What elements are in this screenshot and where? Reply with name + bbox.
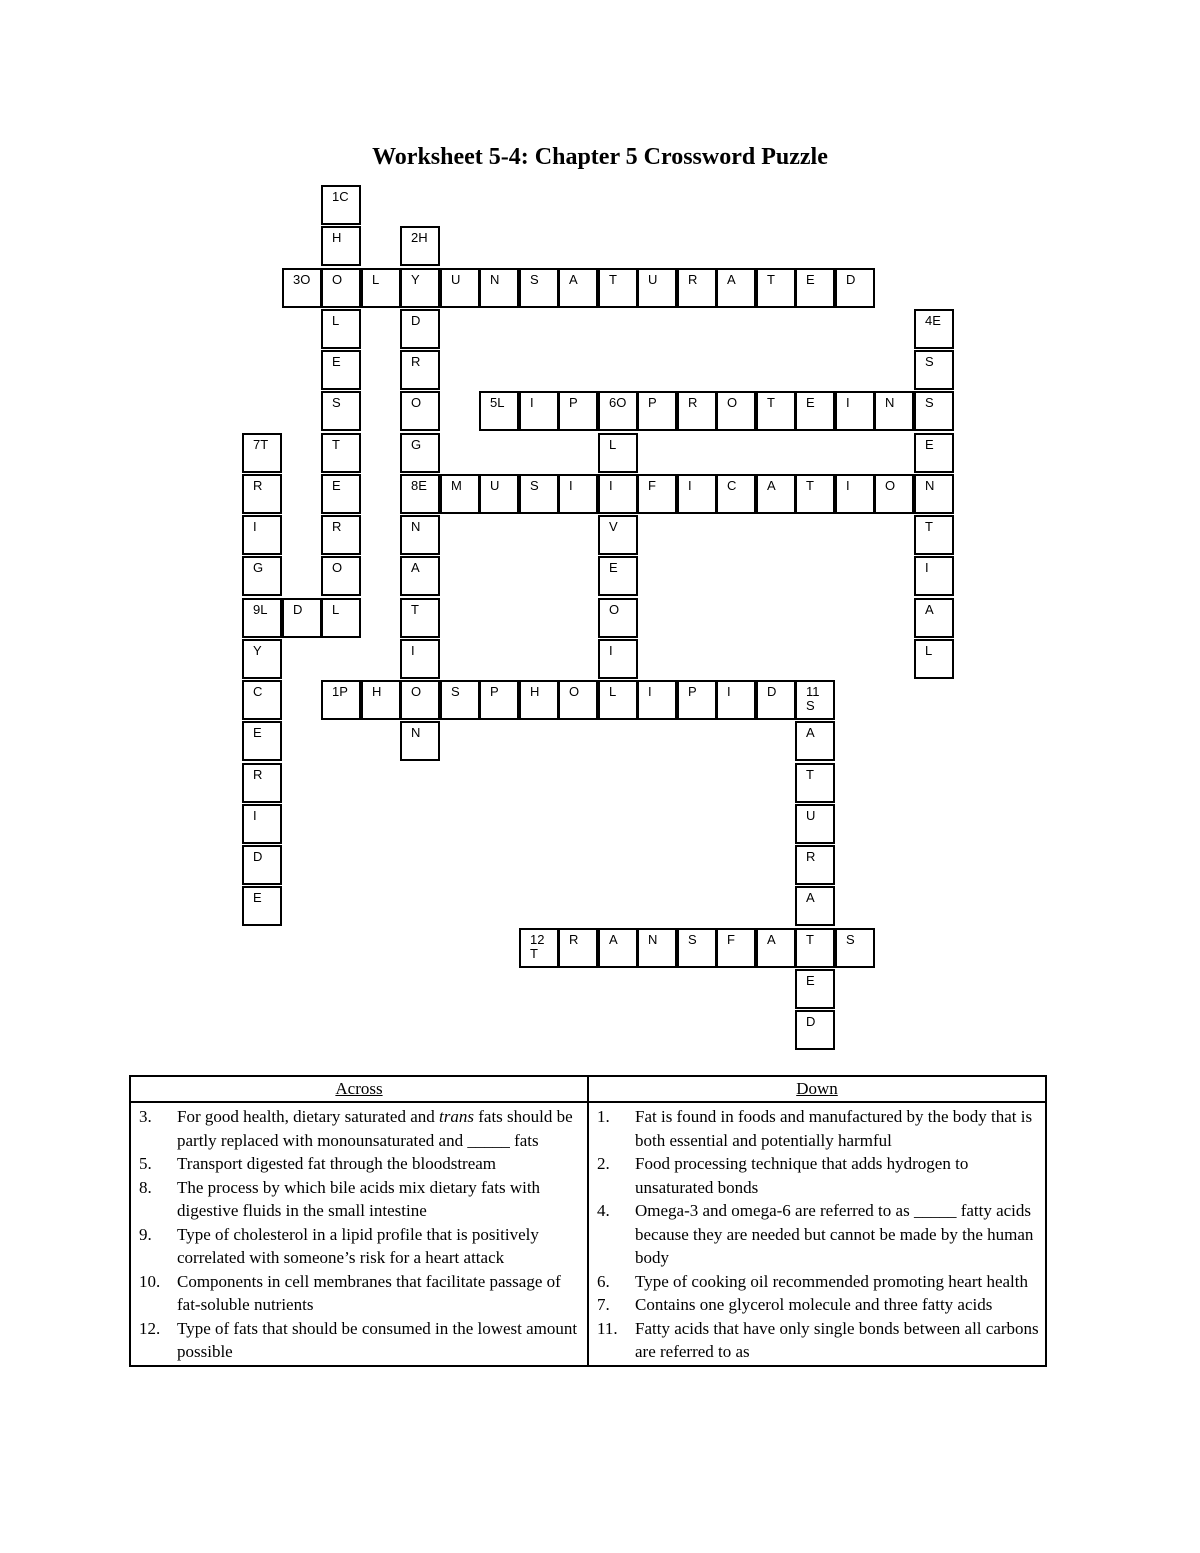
- cell-letter: V: [609, 519, 618, 534]
- cell-letter: R: [411, 354, 421, 369]
- cell-letter: A: [767, 932, 776, 947]
- cell-letter: 9L: [253, 602, 268, 617]
- crossword-cell[interactable]: [598, 928, 638, 968]
- cell-letter: O: [727, 395, 738, 410]
- crossword-cell[interactable]: [716, 391, 756, 431]
- cell-letter: E: [925, 437, 934, 452]
- crossword-cell[interactable]: [598, 268, 638, 308]
- cell-letter: E: [806, 272, 815, 287]
- cell-letter: E: [609, 560, 618, 575]
- cell-letter: F: [727, 932, 735, 947]
- cell-letter: C: [727, 478, 737, 493]
- cell-letter: O: [885, 478, 896, 493]
- crossword-cell[interactable]: [756, 268, 796, 308]
- clue-text: Transport digested fat through the bloodstream: [177, 1154, 497, 1173]
- crossword-cell[interactable]: [598, 515, 638, 555]
- crossword-cell[interactable]: [400, 433, 440, 473]
- crossword-cell[interactable]: [321, 598, 361, 638]
- cell-letter: N: [925, 478, 935, 493]
- crossword-cell[interactable]: [242, 763, 282, 803]
- crossword-cell[interactable]: [519, 680, 559, 720]
- down-header: Down: [588, 1076, 1046, 1102]
- cell-letter: T: [767, 272, 775, 287]
- cell-letter: I: [846, 478, 850, 493]
- cell-letter: N: [411, 519, 421, 534]
- crossword-cell[interactable]: [242, 474, 282, 514]
- crossword-cell[interactable]: [914, 433, 954, 473]
- cell-letter: E: [253, 890, 262, 905]
- cell-letter: 2H: [411, 230, 428, 245]
- cell-letter: P: [688, 684, 697, 699]
- cell-letter: I: [846, 395, 850, 410]
- crossword-cell[interactable]: [835, 391, 875, 431]
- crossword-cell[interactable]: [795, 268, 835, 308]
- cell-letter: H: [372, 684, 382, 699]
- crossword-cell[interactable]: [479, 680, 519, 720]
- cell-letter: R: [688, 272, 698, 287]
- cell-letter: T: [925, 519, 933, 534]
- crossword-cell[interactable]: [637, 474, 677, 514]
- crossword-cell[interactable]: [242, 515, 282, 555]
- crossword-cell[interactable]: [321, 391, 361, 431]
- cell-letter: P: [648, 395, 657, 410]
- crossword-cell[interactable]: [479, 268, 519, 308]
- cell-letter: Y: [411, 272, 420, 287]
- down-clue: [597, 1293, 1039, 1317]
- cell-letter: O: [332, 560, 343, 575]
- crossword-cell[interactable]: [598, 433, 638, 473]
- crossword-cell[interactable]: [242, 639, 282, 679]
- cell-letter: A: [806, 725, 815, 740]
- crossword-cell[interactable]: [400, 268, 440, 308]
- crossword-cell[interactable]: [321, 185, 361, 225]
- crossword-cell[interactable]: [795, 721, 835, 761]
- cell-letter: O: [569, 684, 580, 699]
- cell-letter: M: [451, 478, 462, 493]
- clue-number: 3.: [139, 1107, 152, 1126]
- across-clue: [139, 1270, 581, 1317]
- clue-number: 11.: [597, 1318, 618, 1338]
- clue-number: 8.: [139, 1177, 152, 1197]
- cell-letter: E: [332, 478, 341, 493]
- clue-text: Contains one glycerol molecule and three fatty acids: [635, 1295, 993, 1314]
- crossword-cell[interactable]: [914, 391, 954, 431]
- clue-number: 10.: [139, 1271, 161, 1291]
- cell-letter: R: [688, 395, 698, 410]
- cell-letter: I: [609, 478, 613, 493]
- crossword-cell[interactable]: [716, 680, 756, 720]
- cell-letter: F: [648, 478, 656, 493]
- cell-letter: A: [569, 272, 578, 287]
- cell-letter: D: [806, 1014, 816, 1029]
- crossword-cell[interactable]: [835, 928, 875, 968]
- crossword-cell[interactable]: [400, 391, 440, 431]
- cell-letter: T: [767, 395, 775, 410]
- cell-letter: D: [767, 684, 777, 699]
- cell-letter: T: [806, 478, 814, 493]
- crossword-cell[interactable]: [242, 556, 282, 596]
- crossword-cell[interactable]: [835, 474, 875, 514]
- crossword-cell[interactable]: [598, 556, 638, 596]
- cell-letter: T: [332, 437, 340, 452]
- crossword-cell[interactable]: [558, 268, 598, 308]
- crossword-cell[interactable]: [795, 845, 835, 885]
- crossword-cell[interactable]: [361, 680, 401, 720]
- crossword-cell[interactable]: [598, 680, 638, 720]
- crossword-cell[interactable]: [795, 763, 835, 803]
- cell-letter: A: [767, 478, 776, 493]
- crossword-cell[interactable]: [716, 928, 756, 968]
- crossword-cell[interactable]: [400, 226, 440, 266]
- clue-number: 7.: [597, 1295, 610, 1314]
- cell-letter: I: [253, 808, 257, 823]
- cell-letter: 4E: [925, 313, 941, 328]
- clue-text: Fatty acids that have only single bonds between all carbons are referred to as: [635, 1318, 1039, 1361]
- cell-letter: T: [806, 932, 814, 947]
- crossword-cell[interactable]: [795, 886, 835, 926]
- clue-text: For good health, dietary saturated and trans fats should be partly replaced with monounsaturated and _____ fats: [177, 1107, 573, 1150]
- cell-letter: A: [609, 932, 618, 947]
- crossword-cell[interactable]: [361, 268, 401, 308]
- cell-letter: O: [332, 272, 343, 287]
- cell-letter: A: [806, 890, 815, 905]
- cell-letter: I: [609, 643, 613, 658]
- cell-letter: S: [925, 395, 934, 410]
- cell-letter: R: [253, 478, 263, 493]
- crossword-cell[interactable]: [321, 350, 361, 390]
- cell-letter: I: [925, 560, 929, 575]
- crossword-cell[interactable]: [558, 928, 598, 968]
- crossword-cell[interactable]: [914, 474, 954, 514]
- crossword-cell[interactable]: [242, 886, 282, 926]
- crossword-cell[interactable]: [321, 268, 361, 308]
- cell-letter: D: [846, 272, 856, 287]
- crossword-cell[interactable]: [598, 391, 638, 431]
- crossword-cell[interactable]: [440, 268, 480, 308]
- cell-letter: L: [332, 602, 340, 617]
- cell-letter: R: [569, 932, 579, 947]
- crossword-cell[interactable]: [321, 309, 361, 349]
- cell-letter: S: [332, 395, 341, 410]
- cell-letter: G: [253, 560, 264, 575]
- crossword-cell[interactable]: [282, 268, 322, 308]
- clue-number: 4.: [597, 1201, 610, 1220]
- crossword-cell[interactable]: [914, 639, 954, 679]
- cell-letter: O: [609, 602, 620, 617]
- crossword-cell[interactable]: [242, 598, 282, 638]
- cell-letter: N: [411, 725, 421, 740]
- cell-letter: P: [569, 395, 578, 410]
- crossword-cell[interactable]: [242, 804, 282, 844]
- cell-letter: N: [648, 932, 658, 947]
- down-clue: [597, 1199, 1039, 1270]
- crossword-cell[interactable]: [756, 680, 796, 720]
- down-clue: [597, 1317, 1039, 1364]
- crossword-cell[interactable]: [874, 391, 914, 431]
- crossword-cell[interactable]: [321, 433, 361, 473]
- cell-letter: I: [727, 684, 731, 699]
- clue-text: Type of cooking oil recommended promoting heart health: [635, 1271, 1029, 1291]
- cell-letter: I: [411, 643, 415, 658]
- cell-letter: S: [530, 272, 539, 287]
- crossword-cell[interactable]: [242, 845, 282, 885]
- crossword-cell[interactable]: [914, 556, 954, 596]
- across-clue-list: [139, 1103, 581, 1364]
- crossword-cell[interactable]: [637, 680, 677, 720]
- across-clue: [139, 1317, 581, 1364]
- cell-letter: I: [569, 478, 573, 493]
- across-clue: [139, 1223, 581, 1270]
- cell-letter: E: [806, 395, 815, 410]
- cell-letter: E: [806, 973, 815, 988]
- page-title: Worksheet 5-4: Chapter 5 Crossword Puzzle: [372, 144, 828, 170]
- clue-number: 6.: [597, 1271, 610, 1291]
- clue-text: Components in cell membranes that facilitate passage of fat-soluble nutrients: [177, 1271, 561, 1314]
- crossword-cell[interactable]: [677, 391, 717, 431]
- clue-number: 5.: [139, 1154, 152, 1173]
- cell-letter: P: [490, 684, 499, 699]
- cell-letter: U: [806, 808, 816, 823]
- crossword-cell[interactable]: [400, 474, 440, 514]
- clue-text: Food processing technique that adds hydrogen to unsaturated bonds: [635, 1154, 969, 1197]
- clue-text: The process by which bile acids mix dietary fats with digestive fluids in the small intestine: [177, 1177, 541, 1220]
- crossword-cell[interactable]: [914, 598, 954, 638]
- cell-letter: S: [688, 932, 697, 947]
- crossword-cell[interactable]: [795, 969, 835, 1009]
- crossword-cell[interactable]: [558, 474, 598, 514]
- clue-text: Type of fats that should be consumed in the lowest amount possible: [177, 1318, 578, 1361]
- crossword-cell[interactable]: [795, 804, 835, 844]
- crossword-cell[interactable]: [400, 350, 440, 390]
- cell-letter: S: [925, 354, 934, 369]
- crossword-cell[interactable]: [321, 556, 361, 596]
- crossword-cell[interactable]: [677, 680, 717, 720]
- cell-letter: I: [648, 684, 652, 699]
- down-column: [588, 1102, 1046, 1366]
- crossword-cell[interactable]: [242, 680, 282, 720]
- crossword-cell[interactable]: [716, 474, 756, 514]
- crossword-cell[interactable]: [519, 928, 559, 968]
- cell-letter: H: [332, 230, 342, 245]
- cell-letter: O: [411, 684, 422, 699]
- crossword-cell[interactable]: [282, 598, 322, 638]
- down-clue-list: [597, 1103, 1039, 1364]
- crossword-cell[interactable]: [795, 928, 835, 968]
- clue-number: 9.: [139, 1224, 152, 1244]
- cell-letter: L: [925, 643, 933, 658]
- cell-letter: R: [806, 849, 816, 864]
- cell-letter: N: [490, 272, 500, 287]
- crossword-cell[interactable]: [598, 598, 638, 638]
- crossword-cell[interactable]: [756, 928, 796, 968]
- crossword-cell[interactable]: [677, 268, 717, 308]
- cell-letter: H: [530, 684, 540, 699]
- clues-table: [129, 1075, 1047, 1367]
- down-clue: [597, 1152, 1039, 1199]
- crossword-cell[interactable]: [479, 474, 519, 514]
- crossword-cell[interactable]: [914, 515, 954, 555]
- crossword-cell[interactable]: [400, 721, 440, 761]
- down-clue: [597, 1270, 1039, 1294]
- crossword-cell[interactable]: [400, 556, 440, 596]
- cell-letter: 5L: [490, 395, 505, 410]
- across-clue: [139, 1105, 581, 1152]
- crossword-cell[interactable]: [637, 928, 677, 968]
- crossword-cell[interactable]: [677, 474, 717, 514]
- cell-letter: 6O: [609, 395, 627, 410]
- cell-letter: D: [253, 849, 263, 864]
- cell-letter: O: [411, 395, 422, 410]
- cell-letter: S: [451, 684, 460, 699]
- crossword-cell[interactable]: [598, 474, 638, 514]
- crossword-cell[interactable]: [519, 391, 559, 431]
- clue-number: 12.: [139, 1318, 161, 1338]
- cell-letter: T: [609, 272, 617, 287]
- cell-letter: T: [411, 602, 419, 617]
- crossword-cell[interactable]: [558, 680, 598, 720]
- cell-letter: C: [253, 684, 263, 699]
- crossword-cell[interactable]: [321, 515, 361, 555]
- crossword-cell[interactable]: [321, 680, 361, 720]
- across-column: [130, 1102, 588, 1366]
- crossword-cell[interactable]: [321, 474, 361, 514]
- crossword-cell[interactable]: [519, 268, 559, 308]
- clue-number: 1.: [597, 1107, 610, 1126]
- crossword-cell[interactable]: [716, 268, 756, 308]
- crossword-cell[interactable]: [756, 474, 796, 514]
- cell-letter: S: [530, 478, 539, 493]
- crossword-cell[interactable]: [795, 391, 835, 431]
- crossword-cell[interactable]: [242, 433, 282, 473]
- cell-letter: 12 T: [530, 932, 545, 961]
- crossword-cell[interactable]: [874, 474, 914, 514]
- crossword-cell[interactable]: [400, 309, 440, 349]
- cell-letter: L: [609, 437, 617, 452]
- cell-letter: E: [332, 354, 341, 369]
- cell-letter: 3O: [293, 272, 311, 287]
- crossword-cell[interactable]: [795, 474, 835, 514]
- crossword-cell[interactable]: [440, 474, 480, 514]
- cell-letter: 7T: [253, 437, 269, 452]
- crossword-cell[interactable]: [400, 639, 440, 679]
- cell-letter: T: [806, 767, 814, 782]
- crossword-cell[interactable]: [637, 391, 677, 431]
- crossword-cell[interactable]: [400, 598, 440, 638]
- crossword-cell[interactable]: [756, 391, 796, 431]
- crossword-cell[interactable]: [440, 680, 480, 720]
- cell-letter: L: [372, 272, 380, 287]
- crossword-cell[interactable]: [637, 268, 677, 308]
- clue-number: 2.: [597, 1154, 610, 1173]
- cell-letter: 1P: [332, 684, 348, 699]
- cell-letter: D: [411, 313, 421, 328]
- cell-letter: 8E: [411, 478, 427, 493]
- clue-text: Omega-3 and omega-6 are referred to as _____ fatty acids because they are needed but cannot be made by the human body: [635, 1201, 1034, 1267]
- cell-letter: L: [332, 313, 340, 328]
- cell-letter: U: [648, 272, 658, 287]
- cell-letter: A: [925, 602, 934, 617]
- across-clue: [139, 1176, 581, 1223]
- crossword-cell[interactable]: [400, 515, 440, 555]
- cell-letter: D: [293, 602, 303, 617]
- crossword-cell[interactable]: [519, 474, 559, 514]
- cell-letter: L: [609, 684, 617, 699]
- crossword-cell[interactable]: [835, 268, 875, 308]
- cell-letter: A: [411, 560, 420, 575]
- crossword-cell[interactable]: [677, 928, 717, 968]
- cell-letter: 11 S: [806, 684, 820, 713]
- crossword-cell[interactable]: [400, 680, 440, 720]
- cell-letter: I: [530, 395, 534, 410]
- crossword-cell[interactable]: [558, 391, 598, 431]
- cell-letter: S: [846, 932, 855, 947]
- cell-letter: A: [727, 272, 736, 287]
- cell-letter: 1C: [332, 189, 349, 204]
- crossword-cell[interactable]: [598, 639, 638, 679]
- cell-letter: G: [411, 437, 422, 452]
- crossword-cell[interactable]: [321, 226, 361, 266]
- cell-letter: R: [332, 519, 342, 534]
- cell-letter: U: [451, 272, 461, 287]
- cell-letter: N: [885, 395, 895, 410]
- cell-letter: Y: [253, 643, 262, 658]
- crossword-cell[interactable]: [479, 391, 519, 431]
- across-clue: [139, 1152, 581, 1176]
- clue-text: Type of cholesterol in a lipid profile that is positively correlated with someone’s risk for a heart attack: [177, 1224, 539, 1267]
- cell-letter: E: [253, 725, 262, 740]
- crossword-cell[interactable]: [914, 309, 954, 349]
- clue-text: Fat is found in foods and manufactured by the body that is both essential and potentially harmful: [635, 1107, 1033, 1150]
- across-header: Across: [130, 1076, 588, 1102]
- cell-letter: I: [253, 519, 257, 534]
- crossword-cell[interactable]: [242, 721, 282, 761]
- cell-letter: R: [253, 767, 263, 782]
- cell-letter: U: [490, 478, 500, 493]
- down-clue: [597, 1105, 1039, 1152]
- crossword-cell[interactable]: [795, 680, 835, 720]
- cell-letter: I: [688, 478, 692, 493]
- crossword-cell[interactable]: [914, 350, 954, 390]
- crossword-cell[interactable]: [795, 1010, 835, 1050]
